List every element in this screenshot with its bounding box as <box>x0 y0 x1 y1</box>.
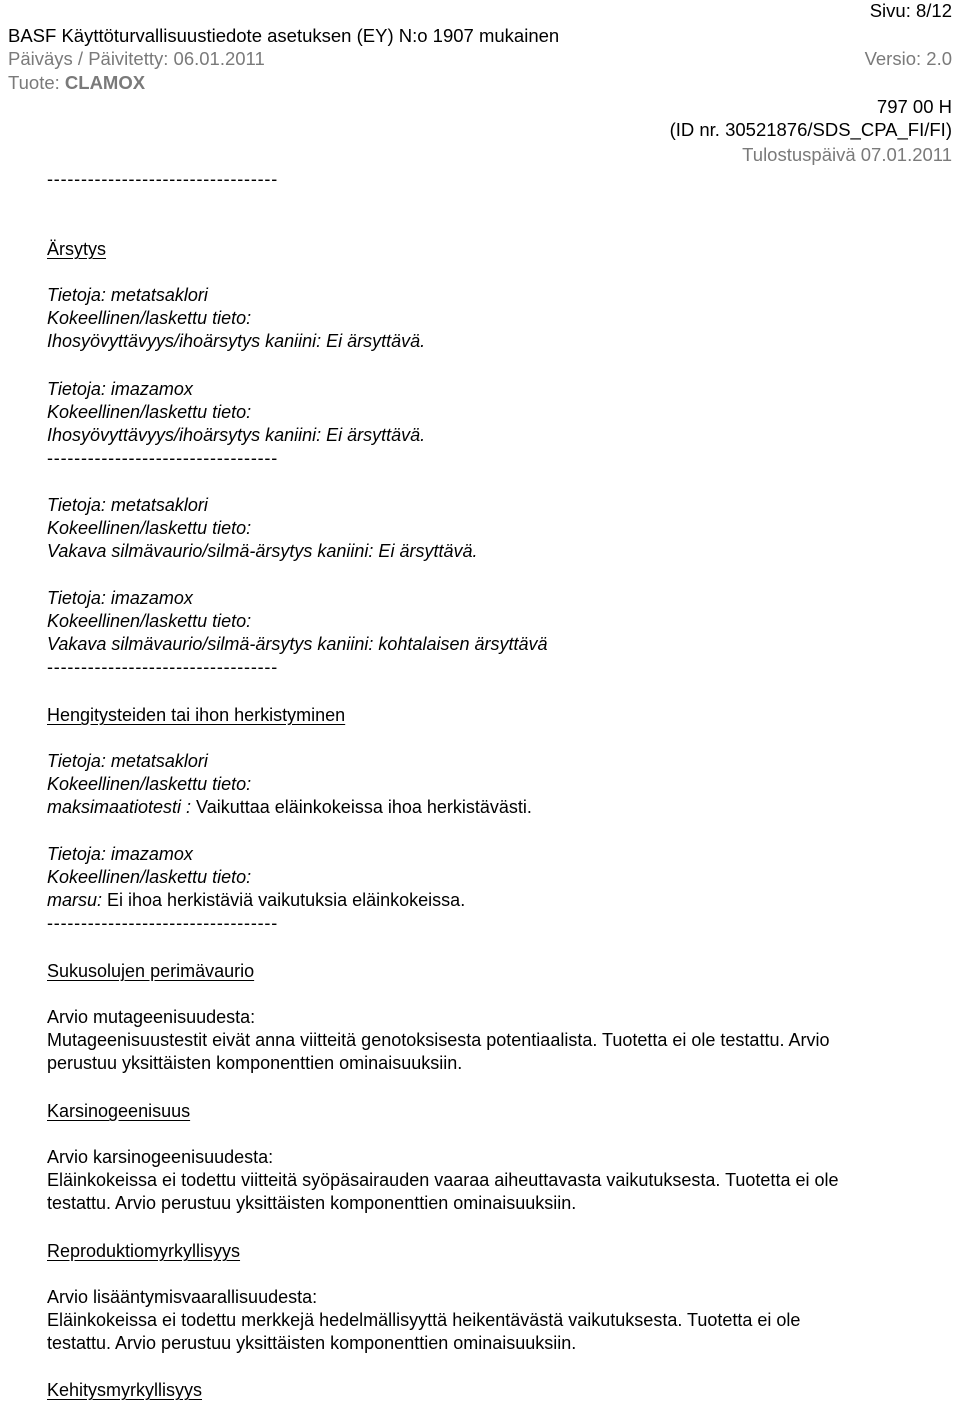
section-heading-irritation: Ärsytys <box>47 239 107 259</box>
document-version: Versio: 2.0 <box>864 48 952 69</box>
section-heading-sensitization: Hengitysteiden tai ihon herkistyminen <box>47 705 346 725</box>
separator: ---------------------------------- <box>47 169 279 189</box>
data-result: Vakava silmävaurio/silmä-ärsytys kaniini: kohtalaisen ärsyttävä <box>47 634 548 654</box>
document-id: (ID nr. 30521876/SDS_CPA_FI/FI) <box>669 119 952 140</box>
assessment-label: Arvio karsinogeenisuudesta: <box>47 1147 274 1167</box>
data-block <box>47 284 425 353</box>
data-block <box>47 378 425 470</box>
section-heading-carcinogenicity: Karsinogeenisuus <box>47 1101 191 1121</box>
data-result: Vakava silmävaurio/silmä-ärsytys kaniini: Ei ärsyttävä. <box>47 541 478 561</box>
data-type: Kokeellinen/laskettu tieto: <box>47 611 252 631</box>
product-label: Tuote: <box>8 72 60 93</box>
data-source: Tietoja: metatsaklori <box>47 285 208 305</box>
data-result: Ihosyövyttävyys/ihoärsytys kaniini: Ei ärsyttävä. <box>47 425 426 445</box>
assessment-text: Mutageenisuustestit eivät anna viitteitä genotoksisesta potentiaalista. Tuotetta ei ole testattu. Arvio <box>47 1030 830 1050</box>
assessment-label: Arvio mutageenisuudesta: <box>47 1007 256 1027</box>
data-block <box>47 494 477 563</box>
assessment-block <box>47 1146 937 1215</box>
separator: ---------------------------------- <box>47 448 279 468</box>
test-method: maksimaatiotesti : <box>47 797 192 817</box>
data-type: Kokeellinen/laskettu tieto: <box>47 308 252 328</box>
separator: ---------------------------------- <box>47 657 279 677</box>
test-result: Ei ihoa herkistäviä vaikutuksia eläinkokeissa. <box>102 890 466 910</box>
page-number: Sivu: 8/12 <box>869 0 952 21</box>
data-source: Tietoja: metatsaklori <box>47 495 208 515</box>
section-heading-mutagenicity: Sukusolujen perimävaurio <box>47 961 255 981</box>
assessment-text: testattu. Arvio perustuu yksittäisten komponenttien ominaisuuksiin. <box>47 1333 577 1353</box>
document-title: BASF Käyttöturvallisuustiedote asetuksen (EY) N:o 1907 mukainen <box>8 25 560 46</box>
data-block <box>47 843 465 935</box>
data-result-line <box>47 889 465 912</box>
product-name: CLAMOX <box>64 72 146 93</box>
section-heading-reproduction: Reproduktiomyrkyllisyys <box>47 1241 241 1261</box>
test-result: Vaikuttaa eläinkokeissa ihoa herkistävästi. <box>191 797 532 817</box>
data-source: Tietoja: imazamox <box>47 588 193 608</box>
product-code: 797 00 H <box>876 96 952 117</box>
section-heading-developmental: Kehitysmyrkyllisyys <box>47 1380 203 1400</box>
assessment-text: testattu. Arvio perustuu yksittäisten komponenttien ominaisuuksiin. <box>47 1193 577 1213</box>
data-type: Kokeellinen/laskettu tieto: <box>47 402 252 422</box>
document-date: Päiväys / Päivitetty: 06.01.2011 <box>8 48 265 69</box>
data-source: Tietoja: imazamox <box>47 844 193 864</box>
data-source: Tietoja: imazamox <box>47 379 193 399</box>
separator: ---------------------------------- <box>47 913 279 933</box>
assessment-block <box>47 1006 937 1075</box>
data-result: Ihosyövyttävyys/ihoärsytys kaniini: Ei ärsyttävä. <box>47 331 426 351</box>
assessment-text: Eläinkokeissa ei todettu viitteitä syöpäsairauden vaaraa aiheuttavasta vaikutuksesta. Tuotetta ei ole <box>47 1170 839 1190</box>
assessment-text: Eläinkokeissa ei todettu merkkejä hedelmällisyyttä heikentävästä vaikutuksesta. Tuotetta ei ole <box>47 1310 801 1330</box>
data-type: Kokeellinen/laskettu tieto: <box>47 867 252 887</box>
data-block <box>47 750 532 819</box>
data-result-line <box>47 796 532 819</box>
assessment-text: perustuu yksittäisten komponenttien ominaisuuksiin. <box>47 1053 463 1073</box>
data-source: Tietoja: metatsaklori <box>47 751 208 771</box>
assessment-label: Arvio lisääntymisvaarallisuudesta: <box>47 1287 318 1307</box>
data-type: Kokeellinen/laskettu tieto: <box>47 774 252 794</box>
test-method: marsu: <box>47 890 103 910</box>
assessment-block <box>47 1286 937 1355</box>
print-date: Tulostuspäivä 07.01.2011 <box>742 144 952 165</box>
product-line <box>8 72 145 94</box>
data-type: Kokeellinen/laskettu tieto: <box>47 518 252 538</box>
data-block <box>47 587 548 679</box>
